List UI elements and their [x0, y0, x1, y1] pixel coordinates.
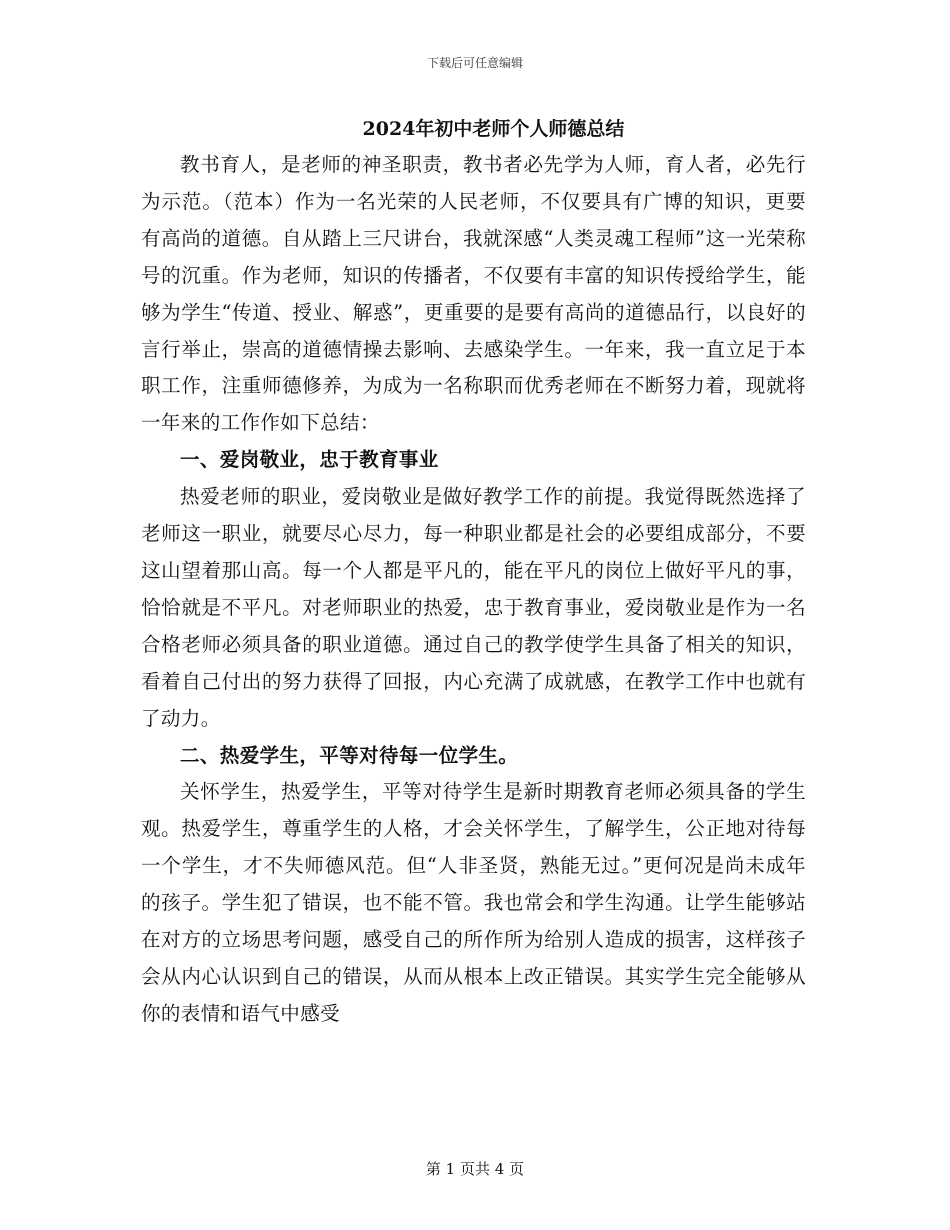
section-2-paragraph: 关怀学生，热爱学生，平等对待学生是新时期教育老师必须具备的学生观。热爱学生，尊重学生的人格，才会关怀学生，了解学生，公正地对待每一个学生，才不失师德风范。但“人非圣贤，熟能无过。”更何况是尚未成年的孩子。学生犯了错误，也不能不管。我也常会和学生沟通。让学生能够站在对方的立场思考问题，感受自己的所作所为给别人造成的损害，这样孩子会从内心认识到自己的错误，从而从根本上改正错误。其实学生完全能够从你的表情和语气中感受 — [141, 780, 806, 1025]
document-body — [141, 111, 806, 1033]
section-1-paragraph: 热爱老师的职业，爱岗敬业是做好教学工作的前提。我觉得既然选择了老师这一职业，就要尽心尽力，每一种职业都是社会的必要组成部分，不要这山望着那山高。每一个人都是平凡的，能在平凡的岗位上做好平凡的事，恰恰就是不平凡。对老师职业的热爱，忠于教育事业，爱岗敬业是作为一名合格老师必须具备的职业道德。通过自己的教学使学生具备了相关的知识，看着自己付出的努力获得了回报，内心充满了成就感，在教学工作中也就有了动力。 — [141, 485, 806, 730]
section-1-heading: 一、爱岗敬业，忠于教育事业 — [180, 448, 439, 472]
section-2-heading: 二、热爱学生，平等对待每一位学生。 — [180, 743, 519, 767]
header-note: 下载后可任意编辑 — [426, 56, 523, 70]
document-title: 2024年初中老师个人师德总结 — [362, 118, 625, 140]
page-number: 第 1 页共 4 页 — [425, 1160, 525, 1178]
intro-paragraph: 教书育人，是老师的神圣职责，教书者必先学为人师，育人者，必先行为示范。（范本）作为一名光荣的人民老师，不仅要具有广博的知识，更要有高尚的道德。自从踏上三尺讲台，我就深感“人类灵魂工程师”这一光荣称号的沉重。作为老师，知识的传播者，不仅要有丰富的知识传授给学生，能够为学生“传道、授业、解惑”，更重要的是要有高尚的道德品行，以良好的言行举止，崇高的道德情操去影响、去感染学生。一年来，我一直立足于本职工作，注重师德修养，为成为一名称职而优秀老师在不断努力着，现就将一年来的工作作如下总结： — [141, 153, 806, 435]
